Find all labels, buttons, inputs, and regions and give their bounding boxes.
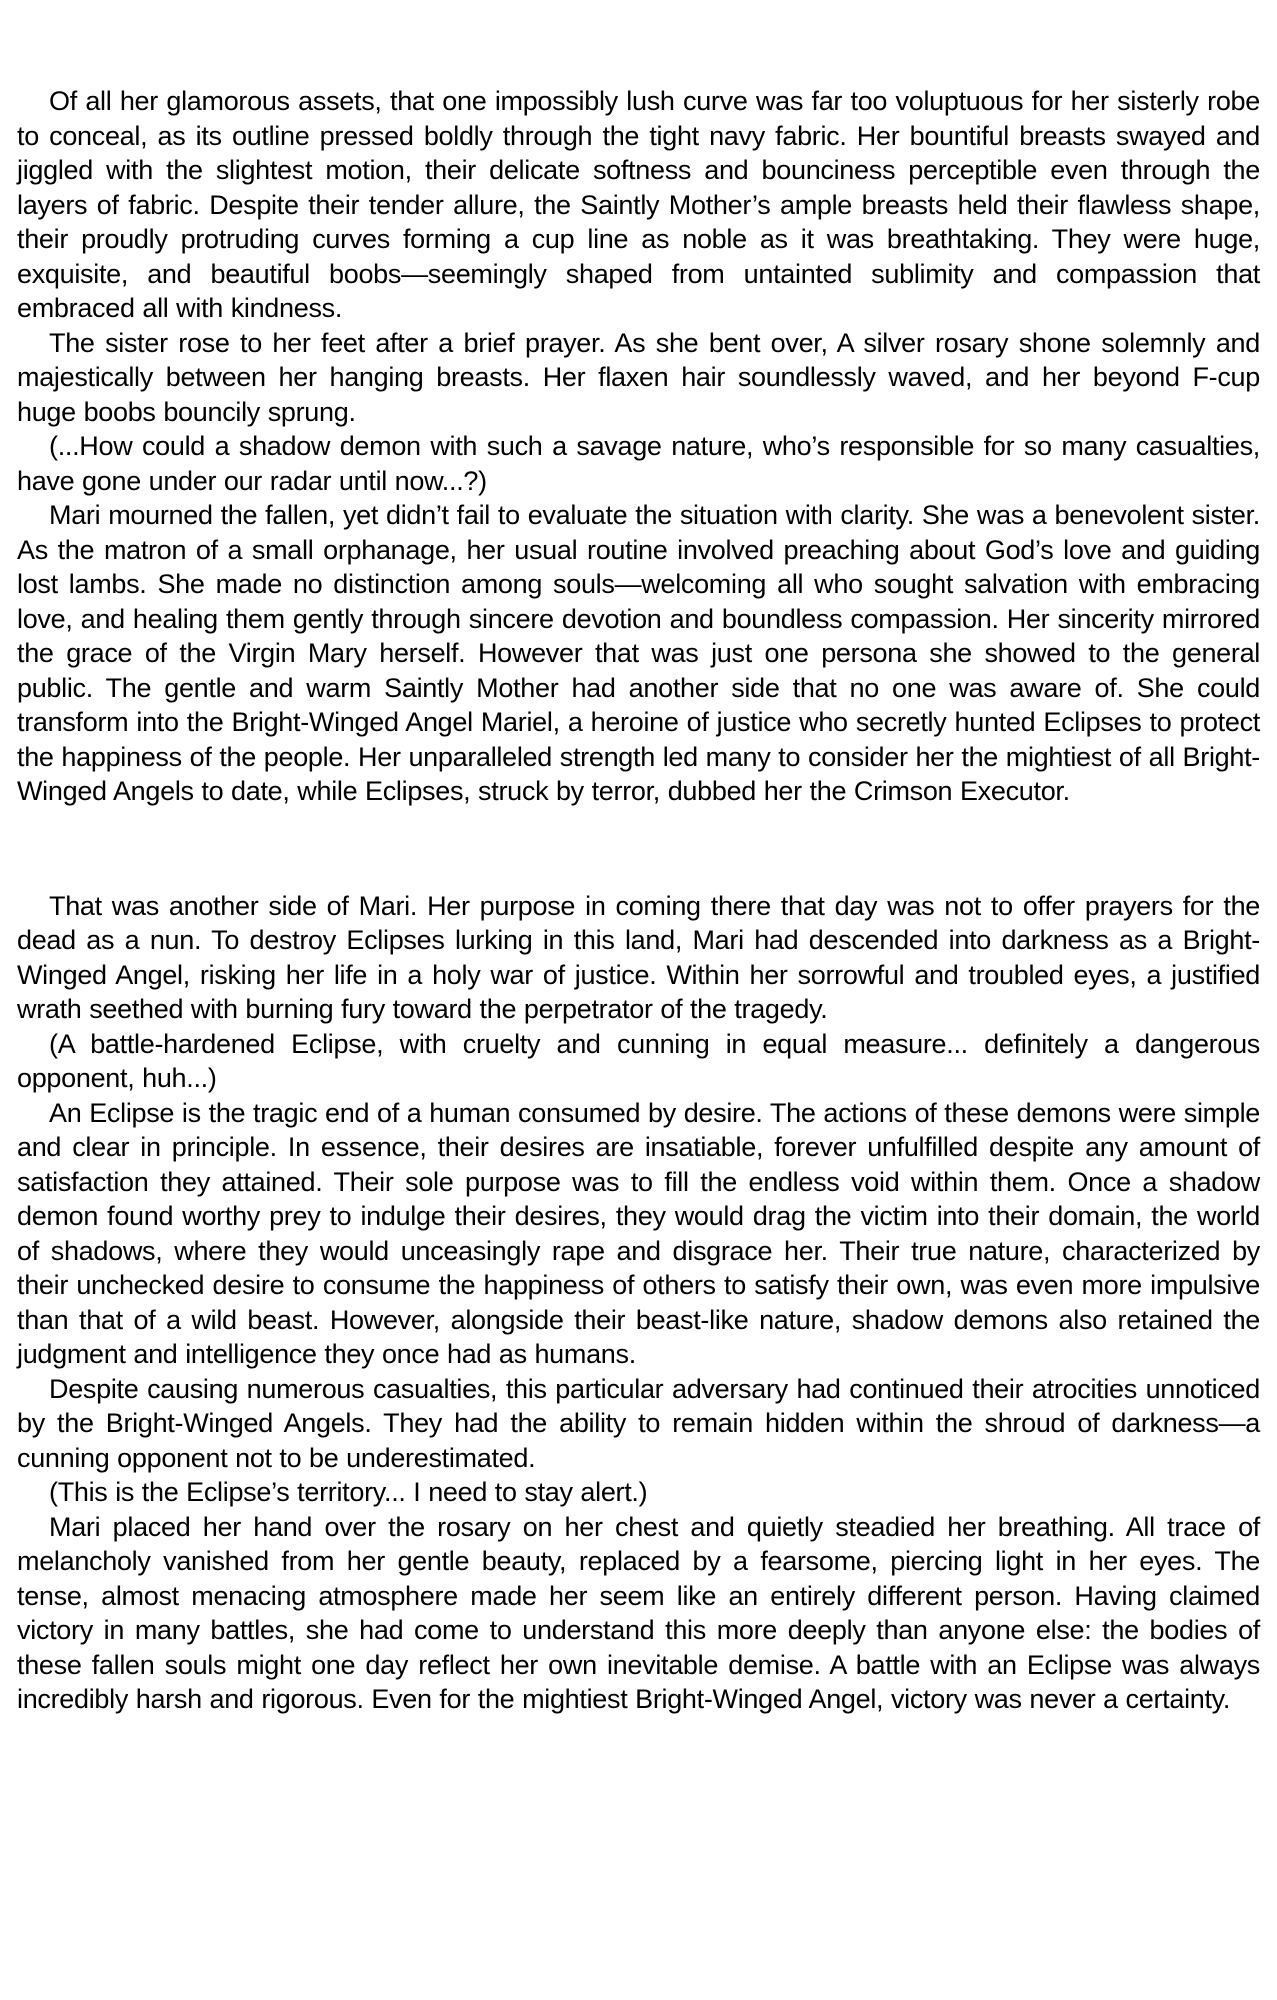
paragraph: (This is the Eclipse’s territory... I need to stay alert.): [49, 1477, 648, 1507]
paragraph: That was another side of Mari. Her purpose in coming there that day was not to offer prayers for the dead as a nun. To destroy Eclipses lurking in this land, Mari had descended into darkness as a Bright-Winged Angel, risking her life in a holy war of justice. Within her sorrowful and troubled eyes, a justified wrath seethed with burning fury toward the perpetrator of the tragedy.: [17, 890, 1260, 1024]
section-break: [17, 809, 1260, 889]
text-section-1: [17, 84, 1260, 809]
text-section-2: [17, 889, 1260, 1717]
paragraph: Despite causing numerous casualties, this particular adversary had continued their atrocities unnoticed by the Bright-Winged Angels. They had the ability to remain hidden within the shroud of darkness—a cunning opponent not to be underestimated.: [17, 1373, 1260, 1473]
paragraph: Mari placed her hand over the rosary on her chest and quietly steadied her breathing. All trace of melancholy vanished from her gentle beauty, replaced by a fearsome, piercing light in her eyes. The tense, almost menacing atmosphere made her seem like an entirely different person. Having claimed victory in many battles, she had come to understand this more deeply than anyone else: the bodies of these fallen souls might one day reflect her own inevitable demise. A battle with an Eclipse was always incredibly harsh and rigorous. Even for the mightiest Bright-Winged Angel, victory was never a certainty.: [17, 1511, 1260, 1714]
paragraph: The sister rose to her feet after a brief prayer. As she bent over, A silver rosary shone solemnly and majestically between her hanging breasts. Her flaxen hair soundlessly waved, and her beyond F-cup huge boobs bouncily sprung.: [17, 327, 1260, 427]
paragraph: Of all her glamorous assets, that one impossibly lush curve was far too voluptuous for her sisterly robe to conceal, as its outline pressed boldly through the tight navy fabric. Her bountiful breasts swayed and jiggled with the slightest motion, their delicate softness and bounciness perceptible even through the layers of fabric. Despite their tender allure, the Saintly Mother’s ample breasts held their flawless shape, their proudly protruding curves forming a cup line as noble as it was breathtaking. They were huge, exquisite, and beautiful boobs—seemingly shaped from untainted sublimity and compassion that embraced all with kindness.: [17, 86, 1260, 323]
paragraph: An Eclipse is the tragic end of a human consumed by desire. The actions of these demons were simple and clear in principle. In essence, their desires are insatiable, forever unfulfilled despite any amount of satisfaction they attained. Their sole purpose was to fill the endless void within them. Once a shadow demon found worthy prey to indulge their desires, they would drag the victim into their domain, the world of shadows, where they would unceasingly rape and disgrace her. Their true nature, characterized by their unchecked desire to consume the happiness of others to satisfy their own, was even more impulsive than that of a wild beast. However, alongside their beast-like nature, shadow demons also retained the judgment and intelligence they once had as humans.: [17, 1097, 1260, 1369]
paragraph: (...How could a shadow demon with such a savage nature, who’s responsible for so many casualties, have gone under our radar until now...?): [17, 431, 1260, 496]
paragraph: (A battle-hardened Eclipse, with cruelty and cunning in equal measure... definitely a dangerous opponent, huh...): [17, 1028, 1260, 1093]
paragraph: Mari mourned the fallen, yet didn’t fail to evaluate the situation with clarity. She was a benevolent sister. As the matron of a small orphanage, her usual routine involved preaching about God’s love and guiding lost lambs. She made no distinction among souls—welcoming all who sought salvation with embracing love, and healing them gently through sincere devotion and boundless compassion. Her sincerity mirrored the grace of the Virgin Mary herself. However that was just one persona she showed to the general public. The gentle and warm Saintly Mother had another side that no one was aware of. She could transform into the Bright-Winged Angel Mariel, a heroine of justice who secretly hunted Eclipses to protect the happiness of the people. Her unparalleled strength led many to consider her the mightiest of all Bright-Winged Angels to date, while Eclipses, struck by terror, dubbed her the Crimson Executor.: [17, 500, 1260, 806]
